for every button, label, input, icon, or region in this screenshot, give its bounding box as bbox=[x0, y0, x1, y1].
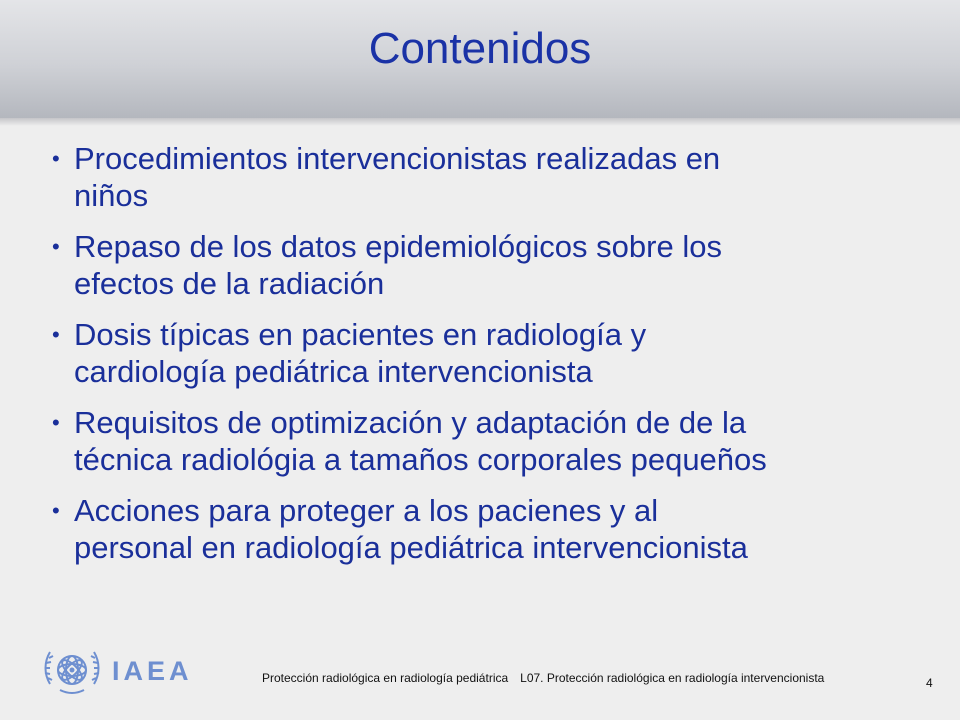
content-list bbox=[48, 140, 928, 580]
list-item bbox=[48, 228, 928, 302]
list-item bbox=[48, 404, 928, 478]
list-item-line: efectos de la radiación bbox=[74, 266, 385, 301]
footer-caption bbox=[262, 671, 824, 685]
list-item-line: personal en radiología pediátrica intervencionista bbox=[74, 530, 748, 565]
lecture-title: L07. Protección radiológica en radiología intervencionista bbox=[520, 671, 825, 685]
list-item bbox=[48, 316, 928, 390]
list-item-line: niños bbox=[74, 178, 149, 213]
bullet-dot-icon: • bbox=[52, 146, 60, 171]
course-title: Protección radiológica en radiología pediátrica bbox=[262, 671, 509, 685]
logo-text: IAEA bbox=[112, 656, 193, 686]
iaea-logo bbox=[40, 640, 210, 700]
list-item-line: Requisitos de optimización y adaptación de de la bbox=[74, 405, 747, 440]
bullet-dot-icon: • bbox=[52, 498, 60, 523]
list-item-line: Acciones para proteger a los pacienes y al bbox=[74, 493, 659, 528]
list-item-line: Repaso de los datos epidemiológicos sobre los bbox=[74, 229, 722, 264]
list-item-line: técnica radiológia a tamaños corporales pequeños bbox=[74, 442, 767, 477]
slide-title: Contenidos bbox=[368, 24, 592, 73]
page-number: 4 bbox=[926, 676, 933, 690]
list-item-line: Dosis típicas en pacientes en radiología y bbox=[74, 317, 647, 352]
list-item-line: cardiología pediátrica intervencionista bbox=[74, 354, 593, 389]
list-item bbox=[48, 492, 928, 566]
bullet-dot-icon: • bbox=[52, 234, 60, 259]
bullet-dot-icon: • bbox=[52, 322, 60, 347]
bullet-dot-icon: • bbox=[52, 410, 60, 435]
iaea-emblem-icon bbox=[40, 640, 104, 700]
title-band-shadow bbox=[0, 118, 960, 126]
list-item bbox=[48, 140, 928, 214]
list-item-line: Procedimientos intervencionistas realizadas en bbox=[74, 141, 721, 176]
